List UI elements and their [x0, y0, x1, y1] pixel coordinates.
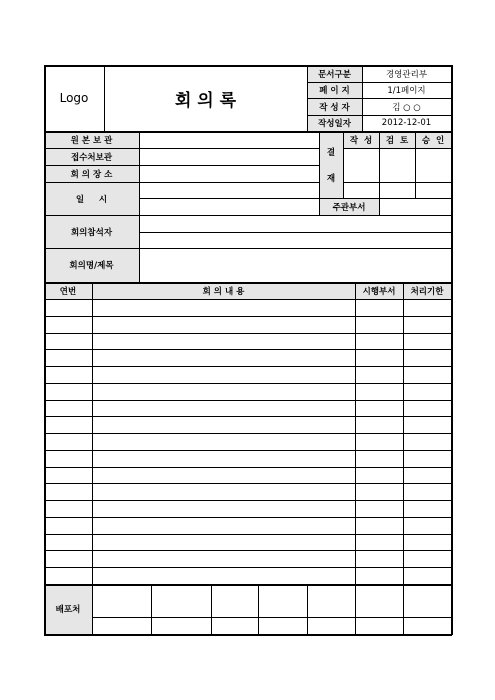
meta-label-page: 페 이 지	[319, 86, 350, 96]
label-dept: 주관부서	[332, 202, 366, 213]
approval-label-bottom: 재	[326, 174, 336, 184]
col-header-content: 회 의 내 용	[202, 286, 245, 297]
approval-col-approve: 승 인	[421, 135, 445, 146]
label-meeting-place: 회 의 장 소	[70, 169, 113, 180]
label-meeting-title: 회의명/제목	[69, 261, 114, 271]
approval-label-top: 결	[326, 148, 336, 158]
logo: Logo	[59, 91, 89, 105]
col-header-deadline: 처리기한	[410, 286, 444, 297]
approval-col-review: 검 토	[385, 135, 409, 146]
label-datetime: 일 시	[75, 194, 108, 205]
meta-label-date: 작성일자	[318, 119, 351, 129]
meta-value-doc-type: 경영관리부	[385, 69, 428, 80]
label-original-storage: 원 본 보 관	[70, 135, 113, 146]
meta-label-author: 작 성 자	[319, 102, 350, 113]
page-title: 회 의 록	[174, 90, 237, 111]
col-header-no: 연번	[59, 286, 77, 297]
meta-label-doc-type: 문서구분	[318, 69, 351, 80]
col-header-dept: 시행부서	[362, 286, 396, 297]
label-receiver-storage: 접수처보관	[70, 152, 113, 163]
label-attendees: 회의참석자	[70, 227, 113, 238]
approval-col-write: 작 성	[349, 135, 373, 146]
meta-value-date: 2012-12-01	[381, 118, 432, 128]
meta-value-page: 1/1페이지	[387, 86, 426, 96]
meta-value-author: 김 ○ ○	[392, 102, 421, 113]
label-distribution: 배포처	[55, 605, 81, 615]
